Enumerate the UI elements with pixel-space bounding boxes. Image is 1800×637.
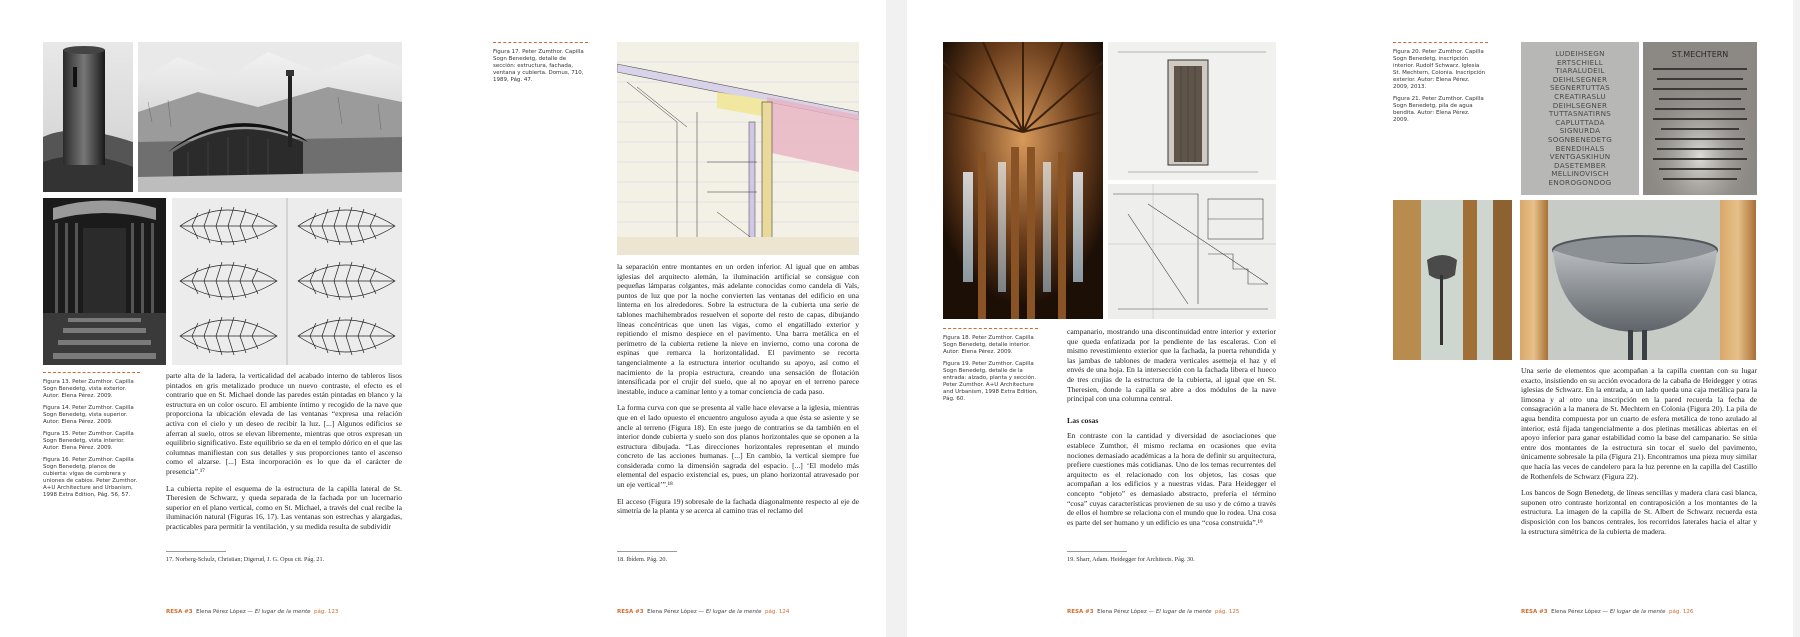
inscription-line: DASETEMBER — [1553, 160, 1607, 170]
spread-pages-125-126 — [907, 0, 1793, 637]
inscription-text — [1527, 50, 1633, 188]
inscription-line: SIGNURDA — [1559, 126, 1601, 136]
section-heading: Las cosas — [1067, 415, 1099, 425]
caption-figure-17: Figura 17. Peter Zumthor. Capilla Sogn Benedetg, detalle de sección: estructura, fachada, ventana y cubierta. Domus, 710, 1989, Pág. 47. — [493, 49, 584, 83]
journal-name: RESA #3 — [166, 609, 193, 615]
caption-figure-20: Figura 20. Peter Zumthor. Capilla Sogn Benedetg, inscripción interior. Rudolf Schwarz. Iglesia St. Mechtern, Colonia. Inscripción exterior. Autor: Elena Pérez. 2009, 2013. — [1393, 49, 1486, 90]
inscription-line: BENEDIHALS — [1555, 143, 1605, 153]
footnote-rule — [1067, 551, 1127, 552]
paragraph: Una serie de elementos que acompañan a la capilla cuentan con su lugar exacto, insistiendo en su acción evocadora de la cabaña de Heidegger y otras iglesias de Schwarz. En la entrada, a un lado queda una caja metálica para la limosna y al otro una inscripción en la pared recuerda la fecha de consagración a la manera de St. Mechtern en Colonia (Figura 20). La pila de agua bendita compuesta por un cuarto de esfera metálica de tono azulado al interior, está fijada tangencialmente a dos pletinas metálicas abiertas en el apoyo inferior para ganar estabilidad como la base del campanario. Se sitúa entre dos montantes de la estructura sin tocar el suelo del pavimento, únicamente sobresale la pila (Figura 21). Encontramos una pieza muy similar que hacía las veces de candelero para la luz perenne en la capilla del Castillo de Rothenfels de Schwarz (Figura 22). — [1521, 366, 1757, 481]
figure-16-drawing — [172, 198, 402, 365]
journal-name: RESA #3 — [1067, 609, 1094, 615]
inscription-line: CAPLUTTADA — [1555, 117, 1605, 127]
author-name: Elena Pérez López — [1551, 609, 1601, 615]
captions-figures-18-19 — [943, 335, 1039, 408]
page-number: pág. 126 — [1669, 609, 1694, 615]
journal-name: RESA #3 — [1521, 609, 1548, 615]
page-footer-123: RESA #3 Elena Pérez López — El lugar de la mente pág. 123 — [166, 609, 339, 615]
paragraph: Los bancos de Sogn Benedetg, de líneas sencillas y madera clara casi blanca, suponen otro contraste horizontal en contraposición a los montantes de la estructura. La imagen de la capilla de St. Albert de Schwarz recuerda esta disposición con los bancos centrales, los recorridos laterales hacia el altar y la estructura simétrica de la cubierta de madera. — [1521, 488, 1757, 536]
footnote-18: 18. Ibídem. Pág. 20. — [617, 556, 668, 563]
inscription-line: DEIHLSEGNER — [1552, 100, 1608, 110]
caption-figure-21: Figura 21. Peter Zumthor. Capilla Sogn Benedetg, pila de agua bendita. Autor: Elena Pérez. 2009. — [1393, 96, 1484, 123]
page-number: pág. 125 — [1215, 609, 1240, 615]
figure-18-photo — [943, 42, 1103, 319]
caption-rule — [43, 372, 140, 373]
figure-20-inscription-left — [1521, 42, 1639, 195]
article-title: El lugar de la mente — [705, 609, 762, 615]
article-title: El lugar de la mente — [254, 609, 311, 615]
caption-figure-19: Figura 19. Peter Zumthor. Capilla Sogn Benedetg, detalle de la entrada: alzado, planta y sección. Peter Zumthor. A+U Architecture and Urbanism, 1998 Extra Edition, Pág. 60. — [943, 361, 1038, 402]
journal-name: RESA #3 — [617, 609, 644, 615]
inscription-line: DEIHLSEGNER — [1552, 74, 1608, 84]
caption-figure-16: Figura 16. Peter Zumthor. Capilla Sogn Benedetg, planos de cubierta: vigas de cumbrera y uniones de cabios. Peter Zumthor. A+U Architecture and Urbanism, 1998 Extra Edition, Pág. 56, 57. — [43, 457, 138, 498]
inscription-line: MELLINOVISCH — [1551, 169, 1609, 179]
figure-17-drawing — [617, 42, 859, 255]
footnote-rule — [617, 551, 677, 552]
inscription-line: SOGNBENEDETG — [1547, 134, 1613, 144]
paragraph: parte alta de la ladera, la verticalidad del acabado interno de tableros lisos pintados en gris metalizado produce un nuevo contraste, el efecto es el contrario que en St. Michael donde las paredes están pintadas en blanco y la estructura en un color oscuro. El ambiente íntimo y recogido de la nave que proporciona la ubicación elevada de las ventanas “expresa una relación activa con el cielo y un deseo de recibir la luz. [...] Algunos edificios se aferran al suelo, otros se elevan libremente, mientras que otros expresan un equilibrio significativo. Este equilibrio se da en el templo dórico en el que las columnas manifiestan con sus detalles y sus proporciones tanto el ascenso como el alzarse. [...] Esta incorporación es lo que da el carácter de presencia”.¹⁷ — [166, 371, 402, 476]
inscription-line: ENOROGONDOG — [1548, 177, 1612, 187]
paragraph: En contraste con la cantidad y diversidad de asociaciones que establece Zumthor, él mismo reclama en ocasiones que evita nociones demasiado académicas a la hora de definir su arquitectura, prefiere cuestiones más cotidianas. Uno de los temas recurrentes del arquitecto es el relacionado con los objetos, las cosas que acompañan a los edificios y a nuestras vidas. Para Heidegger el concepto “objeto” es demasiado abstracto, prefería el término “cosa” cuyas características provienen de su uso y de cómo a través de ellos el hombre se relaciona con el mundo que lo rodea. Una cosa es parte del ser humano y un edificio es una “cosa construida”.¹⁹ — [1067, 431, 1276, 527]
caption-figure-15: Figura 15. Peter Zumthor. Capilla Sogn Benedetg, vista interior. Autor: Elena Pérez. 2009. — [43, 431, 134, 451]
footnote-17: 17. Norberg-Schulz, Christian; Digerud, J. G. Opus cit. Pág. 21. — [166, 556, 325, 563]
captions-figures-20-21 — [1393, 49, 1487, 129]
author-name: Elena Pérez López — [1097, 609, 1147, 615]
figure-13-photo — [43, 42, 133, 192]
figure-20-inscription-right — [1643, 42, 1757, 195]
article-title: El lugar de la mente — [1155, 609, 1212, 615]
body-text-page-124 — [617, 262, 859, 523]
captions-figures-13-16 — [43, 379, 140, 504]
paragraph: la separación entre montantes en un orden inferior. Al igual que en ambas iglesias del arquitecto alemán, la iluminación artificial se consigue con pequeñas lámparas colgantes, más adelante conocidas como candela di Vals, puntos de luz que por la noche convierten las ventanas del edificio en una linterna en los alrededores. Sobre la estructura de la cubierta una serie de tablones machihembrados resuelven el soporte del resto de capas, dibujando líneas concéntricas que unen las vigas, como el engatillado exterior y repitiendo el mismo despiece en el pavimento. Una barra metálica en el perímetro de la cubierta retiene la nieve en invierno, como una corona de espinas que remarca la horizontalidad. El pavimento se recorta tangencialmente a la estructura interior ocultando su apoyo, así como el nacimiento de la propia estructura, creando una sensación de flotación intensificada por el crujir del suelo, que al no apoyar en el terreno parece inestable, induce a caminar lento y a tomar conciencia de cada paso. — [617, 262, 859, 396]
figure-19-drawing-top — [1108, 42, 1276, 180]
page-footer-124: RESA #3 Elena Pérez López — El lugar de la mente pág. 124 — [617, 609, 790, 615]
inscription-line: ERTSCHIELL — [1556, 57, 1604, 67]
caption-figure-13: Figura 13. Peter Zumthor. Capilla Sogn Benedetg, vista exterior. Autor: Elena Pérez. 2009. — [43, 379, 134, 399]
inscription-line: SEGNERTUTTAS — [1550, 83, 1610, 93]
footnote-rule — [166, 551, 226, 552]
author-name: Elena Pérez López — [196, 609, 246, 615]
figure-19-drawing-bottom — [1108, 184, 1276, 319]
inscription-line: LUDEIHSEGN — [1555, 50, 1605, 58]
inscription-line: TUTTASNATIRNS — [1548, 109, 1612, 119]
paragraph: La forma curva con que se presenta al valle hace elevarse a la iglesia, mientras que en el lado opuesto el encuentro anguloso ayuda a que ésta se asiente y se ancle al terreno (Figura 18). En este juego de contrarios se da también en el interior donde cubierta y suelo son dos planos horizontales que se oponen a la estructura dibujada. “Las direcciones horizontales representan el mundo concreto de las acciones humanas. [...] En cambio, la vertical siempre fue considerada como la dimensión sagrada del espacio. [...] ‘El modelo más elemental del espacio existencial es, pues, un plano horizontal atravesado por un eje vertical’”.¹⁸ — [617, 403, 859, 490]
spread-pages-123-124 — [0, 0, 886, 637]
page-number: pág. 123 — [314, 609, 339, 615]
page-number: pág. 124 — [765, 609, 790, 615]
inscription-line: CREATIRASLU — [1554, 91, 1606, 101]
article-title: El lugar de la mente — [1609, 609, 1666, 615]
caption-figure-14: Figura 14. Peter Zumthor. Capilla Sogn Benedetg, vista superior. Autor: Elena Pérez. 2009. — [43, 405, 134, 425]
inscription-line: TIARALUDEIL — [1555, 66, 1605, 76]
caption-figure-18: Figura 18. Peter Zumthor. Capilla Sogn Benedetg, detalle interior. Autor: Elena Pérez. 2009. — [943, 335, 1034, 355]
body-text-page-123 — [166, 371, 402, 539]
figure-14-photo — [138, 42, 402, 192]
footnote-19: 19. Sharr, Adam. Heidegger for Architects. Pág. 30. — [1067, 556, 1195, 563]
inscription-line: VENTGASKIHUN — [1549, 152, 1611, 162]
body-text-page-126 — [1521, 366, 1757, 543]
figure-15-photo — [43, 198, 166, 365]
page-footer-126: RESA #3 Elena Pérez López — El lugar de la mente pág. 126 — [1521, 609, 1694, 615]
author-name: Elena Pérez López — [647, 609, 697, 615]
caption-rule — [1393, 42, 1488, 43]
paragraph: La cubierta repite el esquema de la estructura de la capilla lateral de St. Theresien de Schwarz, y queda separada de la fachada por un lucernario superior en el plano vertical, como en St. Michael, a través del cual recibe la iluminación natural (Figuras 16, 17). Las ventanas son estrechas y alargadas, practicables para permitir la ventilación, y su medida resulta de subdividir — [166, 483, 402, 531]
paragraph: campanario, mostrando una discontinuidad entre interior y exterior que queda enfatizada por la pendiente de las escaleras. Con el mismo revestimiento exterior que la fachada, la puerta rehundida y las jambas de tablones de madera verticales asemeja el haz y el envés de una hoja. En la intersección con la fachada libera el hueco de tres crujías de la estructura de la cubierta, al igual que en St. Theresien, donde la capilla se abre a dos módulos de la nave principal con una columna central. — [1067, 327, 1276, 404]
caption-rule — [943, 328, 1038, 329]
figure-21-photo-left — [1393, 200, 1512, 360]
figure-21-photo-right — [1520, 200, 1756, 360]
caption-rule — [493, 42, 588, 43]
body-text-page-125 — [1067, 327, 1276, 534]
paragraph: El acceso (Figura 19) sobresale de la fachada diagonalmente respecto al eje de simetría de la planta y se acerca al camino tras el reclamo del — [617, 496, 859, 516]
page-footer-125: RESA #3 Elena Pérez López — El lugar de la mente pág. 125 — [1067, 609, 1240, 615]
